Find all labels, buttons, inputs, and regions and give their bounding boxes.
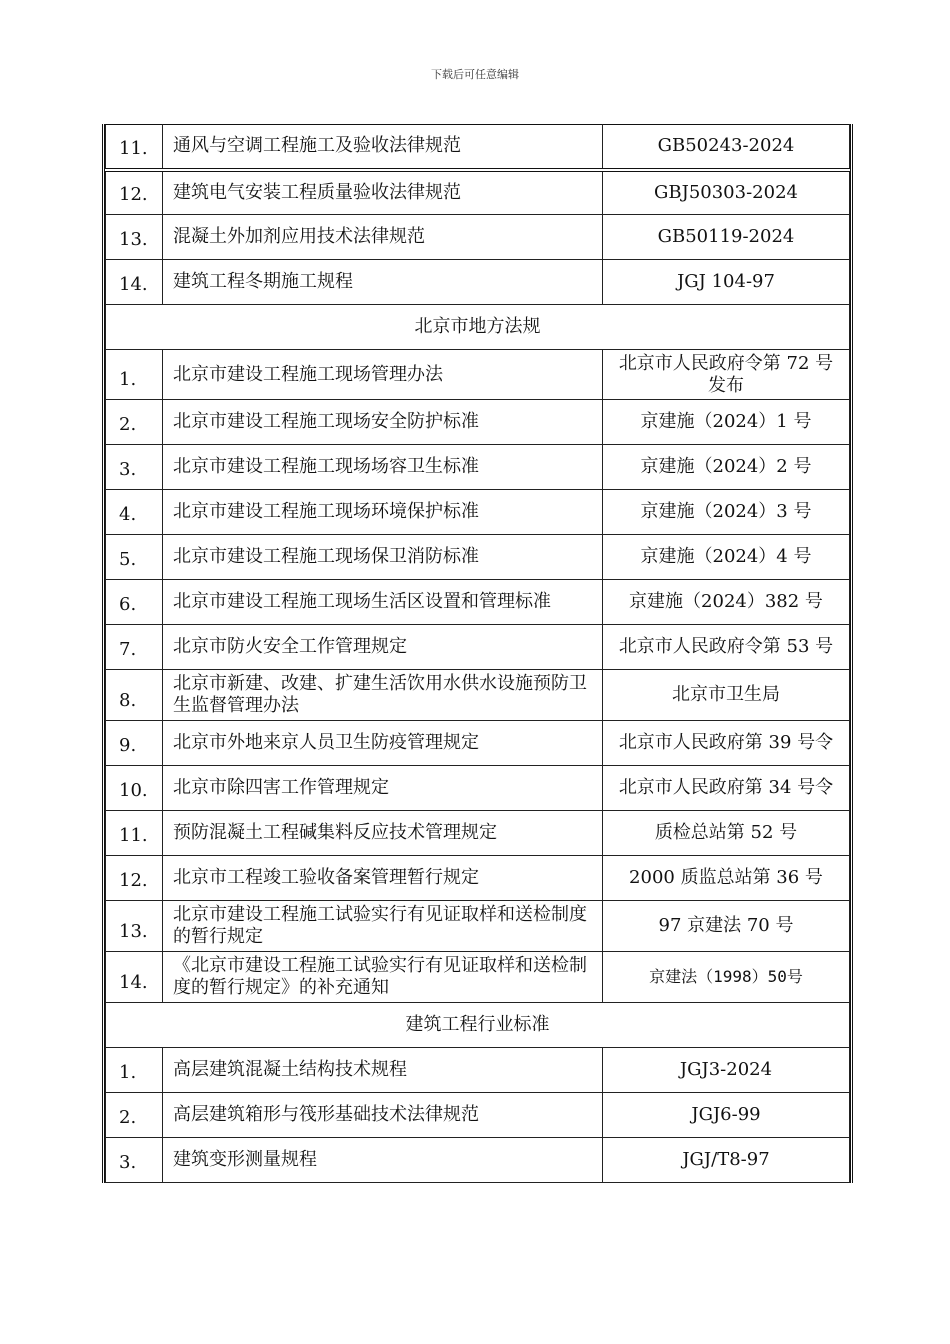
- row-number: 11.: [106, 125, 163, 170]
- table-row: [106, 580, 850, 625]
- row-number: 1.: [106, 350, 163, 400]
- regulation-name: 北京市建设工程施工现场管理办法: [163, 350, 603, 400]
- row-number: 1.: [106, 1048, 163, 1093]
- row-number: 4.: [106, 490, 163, 535]
- table-row: [106, 125, 850, 170]
- regulation-code: JGJ 104-97: [603, 260, 850, 305]
- regulation-code: 质检总站第 52 号: [603, 811, 850, 856]
- regulation-name: 《北京市建设工程施工试验实行有见证取样和送检制度的暂行规定》的补充通知: [163, 952, 603, 1003]
- regulation-name: 建筑工程冬期施工规程: [163, 260, 603, 305]
- regulation-name: 北京市新建、改建、扩建生活饮用水供水设施预防卫生监督管理办法: [163, 670, 603, 721]
- regulation-code: 京建施（2024）1 号: [603, 400, 850, 445]
- regulation-name: 建筑变形测量规程: [163, 1138, 603, 1183]
- regulation-code: 北京市人民政府第 39 号令: [603, 721, 850, 766]
- regulation-code: 97 京建法 70 号: [603, 901, 850, 952]
- row-number: 13.: [106, 215, 163, 260]
- table-row: [106, 1048, 850, 1093]
- table-row: [106, 670, 850, 721]
- table-row: [106, 1138, 850, 1183]
- regulation-code: JGJ3-2024: [603, 1048, 850, 1093]
- regulation-code: 京建施（2024）382 号: [603, 580, 850, 625]
- section-title: 建筑工程行业标准: [106, 1003, 850, 1048]
- table-row: [106, 766, 850, 811]
- row-number: 10.: [106, 766, 163, 811]
- section-title: 北京市地方法规: [106, 305, 850, 350]
- row-number: 8.: [106, 670, 163, 721]
- table-row: [106, 952, 850, 1003]
- regulation-code: 京建施（2024）3 号: [603, 490, 850, 535]
- regulation-code: 2000 质监总站第 36 号: [603, 856, 850, 901]
- regulation-name: 北京市建设工程施工现场场容卫生标准: [163, 445, 603, 490]
- regulation-name: 北京市建设工程施工现场生活区设置和管理标准: [163, 580, 603, 625]
- regulation-code: 京建施（2024）4 号: [603, 535, 850, 580]
- table-row: [106, 350, 850, 400]
- row-number: 6.: [106, 580, 163, 625]
- regulation-code: 北京市人民政府第 34 号令: [603, 766, 850, 811]
- regulation-code: 京建施（2024）2 号: [603, 445, 850, 490]
- regulation-name: 北京市工程竣工验收备案管理暂行规定: [163, 856, 603, 901]
- row-number: 9.: [106, 721, 163, 766]
- regulation-code: 北京市卫生局: [603, 670, 850, 721]
- section-row-industry: [106, 1003, 850, 1048]
- regulation-code: GB50119-2024: [603, 215, 850, 260]
- regulation-code: GB50243-2024: [603, 125, 850, 170]
- table-row: [106, 721, 850, 766]
- table-row: [106, 625, 850, 670]
- table-row: [106, 901, 850, 952]
- table-row: [106, 400, 850, 445]
- row-number: 2.: [106, 400, 163, 445]
- row-number: 14.: [106, 260, 163, 305]
- row-number: 2.: [106, 1093, 163, 1138]
- regulation-name: 北京市外地来京人员卫生防疫管理规定: [163, 721, 603, 766]
- row-number: 12.: [106, 170, 163, 215]
- regulation-name: 北京市防火安全工作管理规定: [163, 625, 603, 670]
- row-number: 3.: [106, 1138, 163, 1183]
- table-row: [106, 215, 850, 260]
- row-number: 14.: [106, 952, 163, 1003]
- regulation-code: 京建法（1998）50号: [603, 952, 850, 1003]
- row-number: 7.: [106, 625, 163, 670]
- table-row: [106, 445, 850, 490]
- standards-table: [105, 124, 850, 1183]
- regulation-name: 预防混凝土工程碱集料反应技术管理规定: [163, 811, 603, 856]
- regulation-name: 混凝土外加剂应用技术法律规范: [163, 215, 603, 260]
- table-row: [106, 856, 850, 901]
- row-number: 5.: [106, 535, 163, 580]
- regulation-name: 通风与空调工程施工及验收法律规范: [163, 125, 603, 170]
- section-row-beijing: [106, 305, 850, 350]
- page-header: 下载后可任意编辑: [431, 68, 519, 81]
- regulation-name: 北京市建设工程施工试验实行有见证取样和送检制度的暂行规定: [163, 901, 603, 952]
- row-number: 11.: [106, 811, 163, 856]
- regulation-code: 北京市人民政府令第 72 号发布: [603, 350, 850, 400]
- regulation-code: JGJ6-99: [603, 1093, 850, 1138]
- table-row: [106, 535, 850, 580]
- regulation-name: 北京市除四害工作管理规定: [163, 766, 603, 811]
- table-row: [106, 1093, 850, 1138]
- table-row: [106, 811, 850, 856]
- regulation-code: 北京市人民政府令第 53 号: [603, 625, 850, 670]
- row-number: 13.: [106, 901, 163, 952]
- standards-table-wrapper: [102, 124, 853, 1183]
- regulation-name: 北京市建设工程施工现场保卫消防标准: [163, 535, 603, 580]
- regulation-name: 建筑电气安装工程质量验收法律规范: [163, 170, 603, 215]
- table-row: [106, 170, 850, 215]
- regulation-code: GBJ50303-2024: [603, 170, 850, 215]
- regulation-name: 北京市建设工程施工现场环境保护标准: [163, 490, 603, 535]
- table-row: [106, 490, 850, 535]
- regulation-name: 高层建筑混凝土结构技术规程: [163, 1048, 603, 1093]
- regulation-name: 北京市建设工程施工现场安全防护标准: [163, 400, 603, 445]
- regulation-code: JGJ/T8-97: [603, 1138, 850, 1183]
- table-row: [106, 260, 850, 305]
- regulation-name: 高层建筑箱形与筏形基础技术法律规范: [163, 1093, 603, 1138]
- row-number: 3.: [106, 445, 163, 490]
- row-number: 12.: [106, 856, 163, 901]
